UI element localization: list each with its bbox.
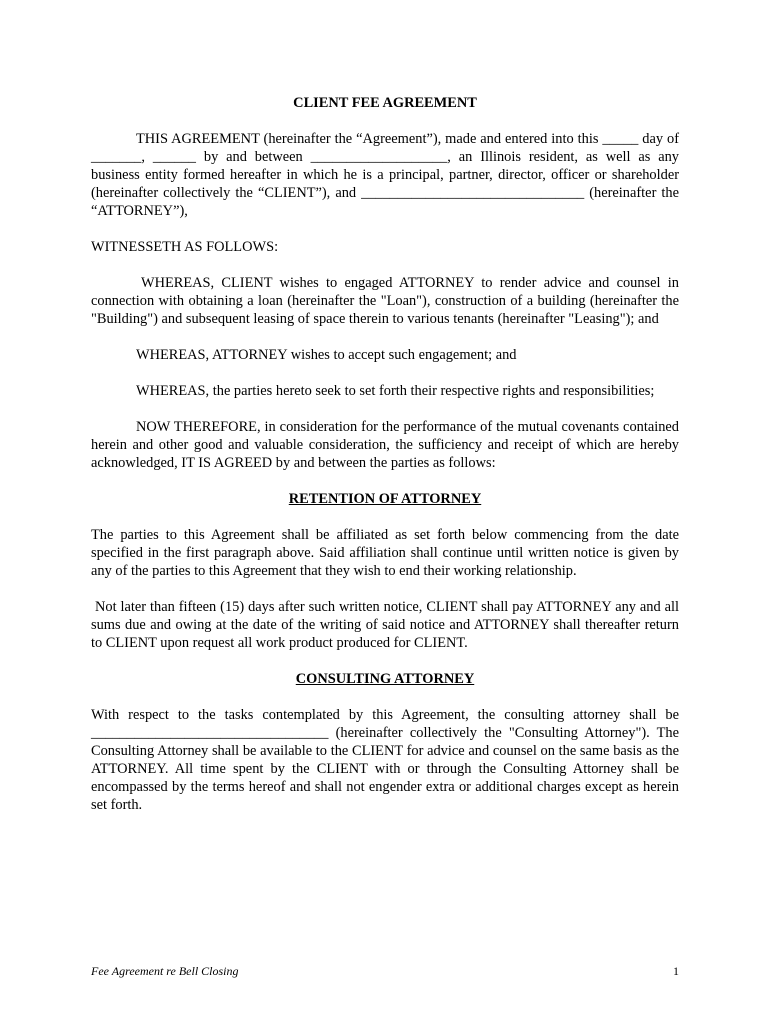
consulting-paragraph-1: With respect to the tasks contemplated by this Agreement, the consulting attorney shall be _________________________________ (hereinafter collectively the "Consulting Attorney"). The Consulting Attorney shall be available to the CLIENT for advice and counsel on the same basis as the ATTORNEY. All time spent by the CLIENT with or through the Consulting Attorney shall be encompassed by the terms hereof and shall not engender extra or additional charges except as herein set forth. <box>91 707 679 813</box>
section-heading-retention: RETENTION OF ATTORNEY <box>288 491 482 507</box>
document-body <box>91 94 679 832</box>
whereas-rights-paragraph: WHEREAS, the parties hereto seek to set forth their respective rights and responsibilities; <box>136 383 655 399</box>
document-title: CLIENT FEE AGREEMENT <box>293 95 477 111</box>
whereas-accept-paragraph: WHEREAS, ATTORNEY wishes to accept such engagement; and <box>136 347 517 363</box>
witnesseth-paragraph: WITNESSETH AS FOLLOWS: <box>91 239 279 255</box>
footer-label: Fee Agreement re Bell Closing <box>91 964 239 978</box>
intro-paragraph: THIS AGREEMENT (hereinafter the “Agreement”), made and entered into this _____ day of _______, ______ by and between ___________________, an Illinois resident, as well as any business entity formed hereafter in which he is a principal, partner, director, officer or shareholder (hereinafter collectively the “CLIENT”), and _______________________________ (hereinafter the “ATTORNEY”), <box>91 131 679 219</box>
now-therefore-paragraph: NOW THEREFORE, in consideration for the performance of the mutual covenants contained herein and other good and valuable consideration, the sufficiency and receipt of which are hereby acknowledged, IT IS AGREED by and between the parties as follows: <box>91 419 679 471</box>
retention-paragraph-1: The parties to this Agreement shall be affiliated as set forth below commencing from the date specified in the first paragraph above. Said affiliation shall continue until written notice is given by any of the parties to this Agreement that they wish to end their working relationship. <box>91 527 679 579</box>
page-number: 1 <box>673 964 679 978</box>
whereas-engagement-paragraph: WHEREAS, CLIENT wishes to engaged ATTORNEY to render advice and counsel in connection with obtaining a loan (hereinafter the "Loan"), construction of a building (hereinafter the "Building") and subsequent leasing of space therein to various tenants (hereinafter "Leasing"); and <box>91 275 679 327</box>
section-heading-consulting: CONSULTING ATTORNEY <box>295 671 475 687</box>
retention-paragraph-2: Not later than fifteen (15) days after such written notice, CLIENT shall pay ATTORNEY any and all sums due and owing at the date of the writing of said notice and ATTORNEY shall thereafter return to CLIENT upon request all work product produced for CLIENT. <box>91 599 679 651</box>
